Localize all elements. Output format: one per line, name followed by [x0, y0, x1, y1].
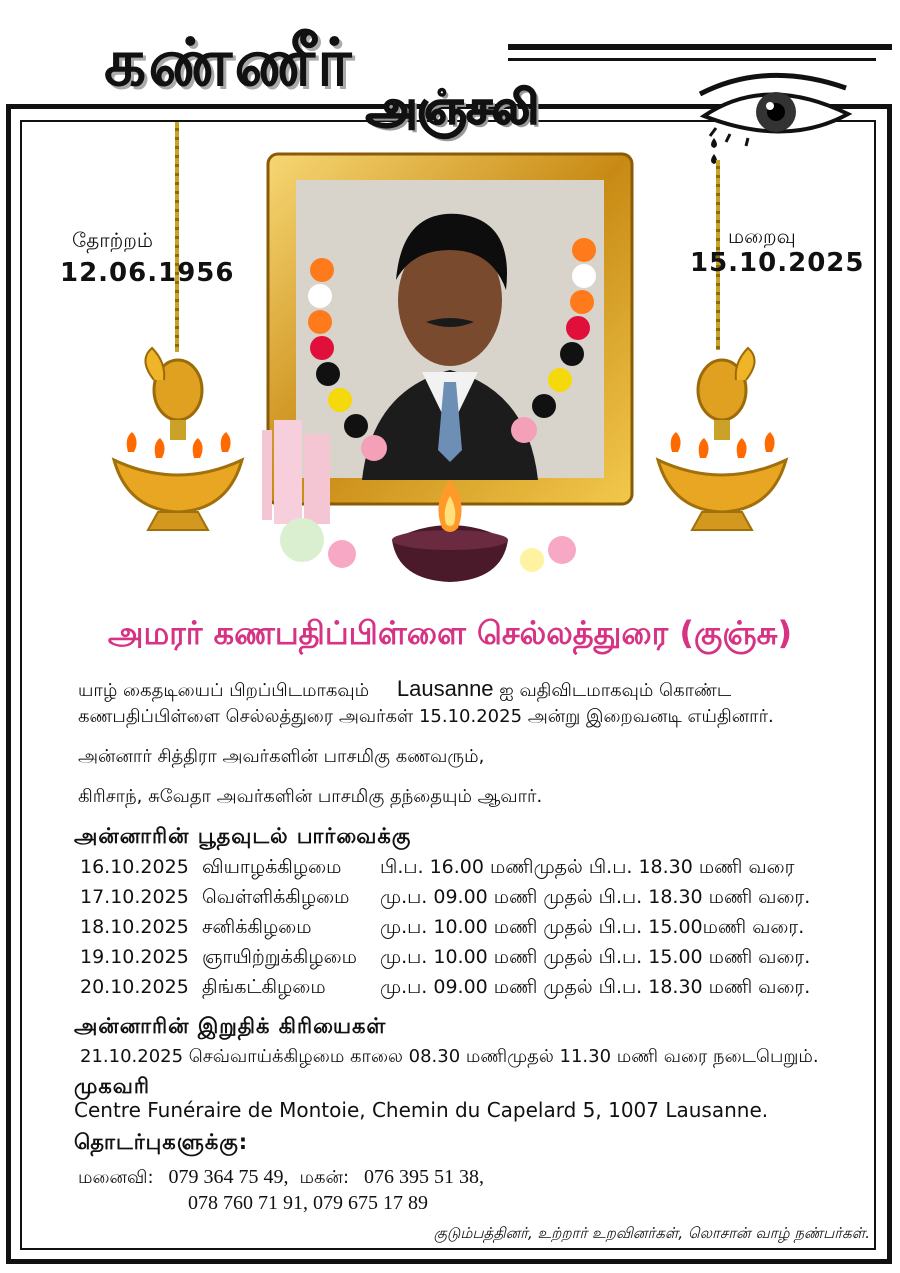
contact-heading: தொடர்புகளுக்கு:: [74, 1130, 249, 1154]
viewing-date: 20.10.2025: [80, 976, 189, 998]
intro-line-4: கிரிசாந், சுவேதா அவர்களின் பாசமிகு தந்தையும் ஆவார்.: [78, 786, 543, 807]
viewing-date: 16.10.2025: [80, 856, 189, 878]
contact-line-1: [78, 1166, 484, 1190]
funeral-text: 21.10.2025 செவ்வாய்க்கிழமை காலை 08.30 மணிமுதல் 11.30 மணி வரை நடைபெறும்.: [80, 1046, 819, 1067]
death-label: மறைவு: [728, 224, 796, 248]
right-oil-lamp-icon: [652, 340, 792, 540]
footer-signoff: குடும்பத்தினர், உற்றார் உறவினர்கள், லொசான் வாழ் நண்பர்கள்.: [433, 1224, 870, 1242]
viewing-day: வெள்ளிக்கிழமை: [202, 886, 350, 908]
contact-line-2: 078 760 71 91, 079 675 17 89: [188, 1192, 428, 1214]
viewing-time: மு.ப. 10.00 மணி முதல் பி.ப. 15.00 மணி வரை.: [380, 946, 811, 968]
birth-label: தோற்றம்: [72, 228, 153, 252]
viewing-date: 17.10.2025: [80, 886, 189, 908]
viewing-heading: அன்னாரின் பூதவுடல் பார்வைக்கு: [74, 824, 412, 848]
viewing-day: சனிக்கிழமை: [202, 916, 312, 938]
viewing-time: மு.ப. 09.00 மணி முதல் பி.ப. 18.30 மணி வரை.: [380, 976, 811, 998]
viewing-time: பி.ப. 16.00 மணிமுதல் பி.ப. 18.30 மணி வரை: [380, 856, 795, 878]
son-label: மகன்:: [299, 1167, 350, 1188]
left-oil-lamp-icon: [108, 340, 248, 540]
memorial-photo-frame: [262, 150, 638, 590]
address-heading: முகவரி: [74, 1074, 150, 1098]
death-date: 15.10.2025: [690, 248, 865, 278]
viewing-day: வியாழக்கிழமை: [202, 856, 342, 878]
intro-line-1-post: ஐ வதிவிடமாகவும் கொண்ட: [499, 680, 732, 701]
top-border-bar-thin: [508, 58, 876, 61]
deceased-name: அமரர் கணபதிப்பிள்ளை செல்லத்துரை (குஞ்சு): [107, 614, 793, 652]
viewing-time: மு.ப. 10.00 மணி முதல் பி.ப. 15.00மணி வரை.: [380, 916, 805, 938]
wife-label: மனைவி:: [78, 1167, 154, 1188]
birth-date: 12.06.1956: [60, 258, 235, 288]
address-text: Centre Funéraire de Montoie, Chemin du Capelard 5, 1007 Lausanne.: [74, 1098, 769, 1122]
funeral-heading: அன்னாரின் இறுதிக் கிரியைகள்: [74, 1014, 387, 1038]
son-phone-1: 076 395 51 38,: [364, 1166, 485, 1188]
intro-line-3: அன்னார் சித்திரா அவர்களின் பாசமிகு கணவரும்,: [78, 746, 485, 767]
intro-line-1: [78, 676, 731, 703]
viewing-time: மு.ப. 09.00 மணி முதல் பி.ப. 18.30 மணி வரை.: [380, 886, 811, 908]
viewing-day: ஞாயிற்றுக்கிழமை: [202, 946, 357, 968]
wife-phone: 079 364 75 49,: [168, 1166, 289, 1188]
title-anjali: அஞ்சலி: [366, 80, 539, 134]
left-lamp-chain: [175, 122, 179, 352]
top-border-bar: [508, 44, 892, 50]
crying-eye-icon: [696, 66, 856, 176]
intro-line-1-pre: யாழ் கைதடியைப் பிறப்பிடமாகவும்: [78, 680, 370, 701]
viewing-date: 19.10.2025: [80, 946, 189, 968]
title-kanneer: கண்ணீர்: [104, 24, 354, 101]
intro-city: Lausanne: [396, 676, 494, 701]
viewing-day: திங்கட்கிழமை: [202, 976, 326, 998]
viewing-date: 18.10.2025: [80, 916, 189, 938]
intro-line-2: கணபதிப்பிள்ளை செல்லத்துரை அவர்கள் 15.10.2025 அன்று இறைவனடி எய்தினார்.: [78, 706, 774, 727]
